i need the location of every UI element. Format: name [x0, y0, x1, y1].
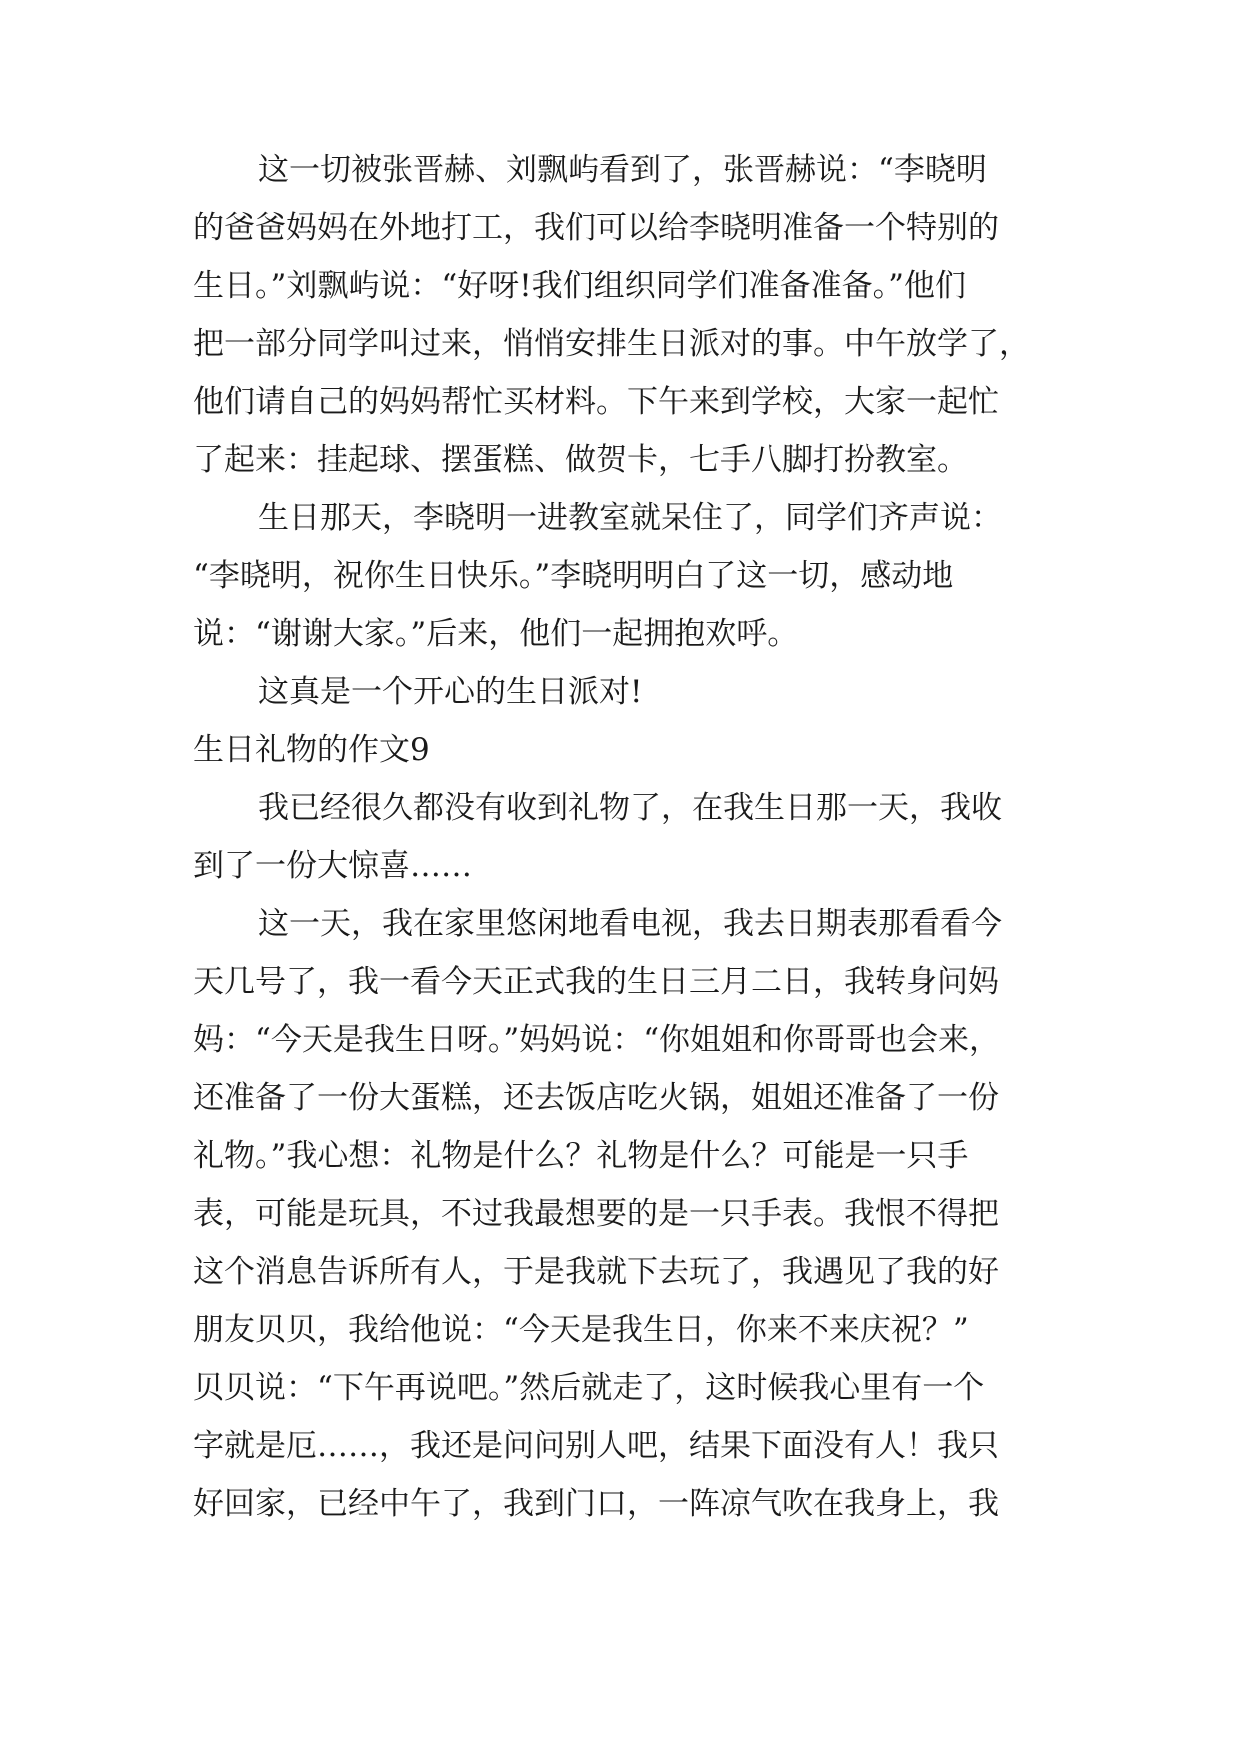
text-line: 的爸爸妈妈在外地打工，我们可以给李晓明准备一个特别的 — [193, 210, 999, 246]
text-line: 他们请自己的妈妈帮忙买材料。下午来到学校，大家一起忙 — [193, 384, 999, 420]
text-line: 朋友贝贝，我给他说：“今天是我生日，你来不来庆祝？” — [193, 1312, 969, 1348]
text-line: 妈：“今天是我生日呀。”妈妈说：“你姐姐和你哥哥也会来， — [193, 1022, 1001, 1058]
text-line: 字就是厄……，我还是问问别人吧，结果下面没有人！我只 — [193, 1428, 999, 1464]
text-line: 了起来：挂起球、摆蛋糕、做贺卡，七手八脚打扮教室。 — [193, 442, 968, 478]
text-line: 贝贝说：“下午再说吧。”然后就走了，这时候我心里有一个 — [193, 1370, 985, 1406]
text-line: 这真是一个开心的生日派对! — [258, 674, 643, 710]
text-line: 天几号了，我一看今天正式我的生日三月二日，我转身问妈 — [193, 964, 999, 1000]
text-line: 礼物。”我心想：礼物是什么？礼物是什么？可能是一只手 — [193, 1138, 969, 1174]
text-line: 到了一份大惊喜…… — [193, 848, 472, 884]
text-line: 生日。”刘飘屿说：“好呀!我们组织同学们准备准备。”他们 — [193, 268, 966, 304]
text-line: 好回家，已经中午了，我到门口，一阵凉气吹在我身上，我 — [193, 1486, 999, 1522]
section-heading: 生日礼物的作文9 — [193, 732, 430, 768]
text-line: 表，可能是玩具，不过我最想要的是一只手表。我恨不得把 — [193, 1196, 999, 1232]
text-line: 这一天，我在家里悠闲地看电视，我去日期表那看看今 — [258, 906, 1002, 942]
text-line: 这一切被张晋赫、刘飘屿看到了，张晋赫说：“李晓明 — [258, 152, 987, 188]
text-line: 这个消息告诉所有人，于是我就下去玩了，我遇见了我的好 — [193, 1254, 999, 1290]
text-line: “李晓明，祝你生日快乐。”李晓明明白了这一切，感动地 — [193, 558, 954, 594]
text-line: 还准备了一份大蛋糕，还去饭店吃火锅，姐姐还准备了一份 — [193, 1080, 999, 1116]
text-line: 说：“谢谢大家。”后来，他们一起拥抱欢呼。 — [193, 616, 799, 652]
text-line: 把一部分同学叫过来，悄悄安排生日派对的事。中午放学了， — [193, 326, 1030, 362]
text-line: 我已经很久都没有收到礼物了，在我生日那一天，我收 — [258, 790, 1002, 826]
text-line: 生日那天，李晓明一进教室就呆住了，同学们齐声说： — [258, 500, 1002, 536]
